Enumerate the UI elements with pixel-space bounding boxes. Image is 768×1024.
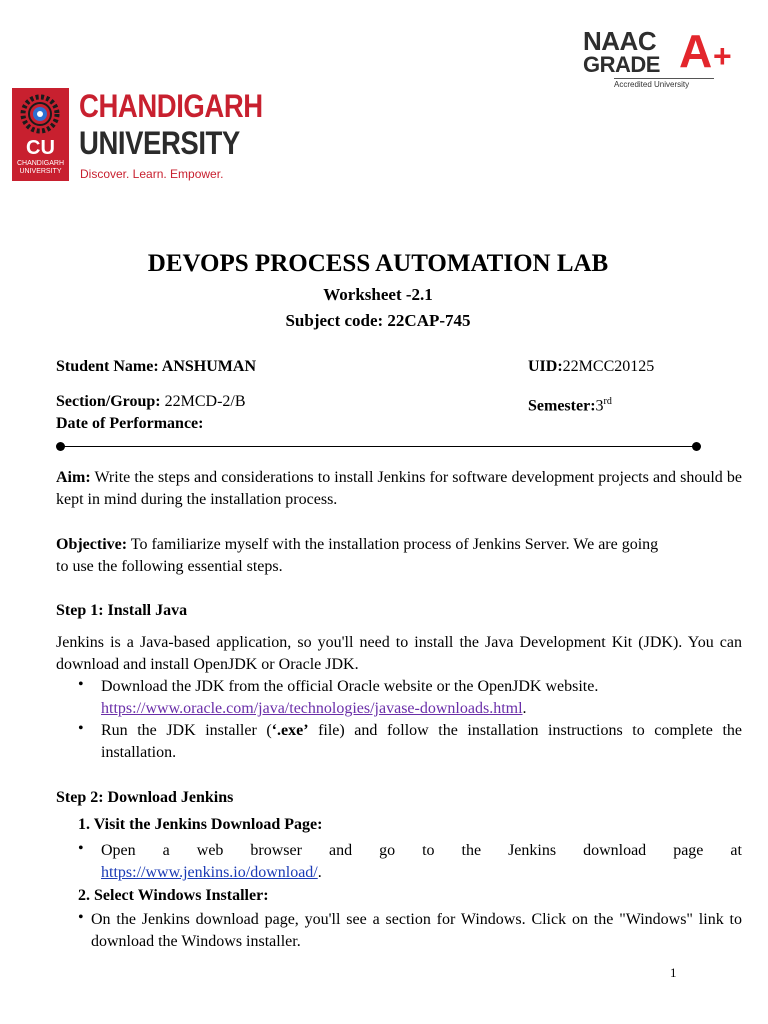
word: go (379, 842, 396, 859)
semester-label: Semester: (528, 397, 596, 415)
step2-sub2-paragraph: On the Jenkins download page, you'll see a section for Windows. Click on the "Windows" link to download the Windows installer. (91, 911, 742, 950)
university-name-line1: CHANDIGARH (79, 88, 263, 124)
step1-bullet1 (101, 676, 742, 720)
university-tagline: Discover. Learn. Empower. (80, 167, 224, 181)
student-name-label: Student Name: (56, 358, 159, 375)
word: Jenkins (508, 842, 557, 859)
naac-grade-label: GRADE (583, 52, 660, 77)
step2-sub2-text (91, 909, 742, 953)
step1-intro: Jenkins is a Java-based application, so you'll need to install the Java Development Kit (JDK). You can download and install OpenJDK or Oracle JDK. (56, 634, 742, 673)
subject-code: Subject code: 22CAP-745 (285, 311, 471, 330)
word: to (422, 842, 435, 859)
step1-bullet2-pre: Run the JDK installer ( (101, 722, 272, 739)
oracle-jdk-link[interactable]: https://www.oracle.com/java/technologies/javase-downloads.html (101, 700, 523, 717)
section-divider (56, 442, 701, 452)
student-uid (528, 356, 654, 378)
step2-sub1-line2 (101, 862, 322, 884)
wheel-emblem-icon (20, 94, 60, 134)
step1-bullet1-period: . (522, 700, 527, 717)
step2-sub2-heading: 2. Select Windows Installer: (78, 887, 269, 904)
logo-small-text (12, 160, 69, 176)
step1-bullet2-exe: ‘.exe’ (271, 722, 309, 739)
word: at (730, 842, 742, 859)
word: and (328, 842, 353, 859)
logo-small-line1: CHANDIGARH (16, 160, 65, 167)
step1-bullet2 (101, 720, 742, 764)
document-title: DEVOPS PROCESS AUTOMATION LAB (147, 250, 609, 277)
step2-sub1-period: . (317, 864, 322, 881)
semester-suffix: rd (603, 396, 612, 407)
step2-sub1-heading: 1. Visit the Jenkins Download Page: (78, 816, 323, 833)
bullet-icon: • (78, 676, 84, 693)
logo-small-line2: UNIVERSITY (19, 168, 62, 175)
word: web (196, 842, 224, 859)
word: browser (250, 842, 302, 859)
objective-text-line1: To familiarize myself with the installation process of Jenkins Server. We are going (127, 536, 659, 553)
objective-label: Objective: (56, 536, 128, 553)
naac-grade-letter: A (679, 25, 713, 77)
student-name (56, 356, 256, 378)
date-of-performance: Date of Performance: (56, 415, 204, 432)
semester-value: 3 (595, 397, 604, 415)
worksheet-number: Worksheet -2.1 (323, 285, 433, 304)
section-value: 22MCD-2/B (160, 393, 246, 410)
naac-grade-plus: + (713, 38, 732, 74)
divider-end-dot (692, 442, 701, 451)
word: Open (101, 842, 136, 859)
divider-line (60, 446, 697, 447)
aim-label: Aim: (56, 469, 91, 486)
step1-bullet1-text: Download the JDK from the official Oracle website or the OpenJDK website. (101, 678, 599, 695)
word: the (461, 842, 482, 859)
student-semester (528, 391, 612, 417)
uid-value: 22MCC20125 (562, 358, 655, 375)
aim-text: Write the steps and considerations to install Jenkins for software development projects and should be kept in mind during the installation process. (56, 469, 742, 508)
divider-start-dot (56, 442, 65, 451)
naac-accredited-text: Accredited University (614, 78, 714, 89)
word: page (673, 842, 704, 859)
page-number: 1 (670, 965, 677, 980)
naac-badge (583, 25, 743, 90)
bullet-icon: • (78, 720, 84, 737)
word: a (162, 842, 170, 859)
jenkins-download-link[interactable]: https://www.jenkins.io/download/ (101, 864, 318, 881)
step1-bullet2-post: file) and follow the installation instructions to complete the installation. (101, 722, 743, 761)
uid-label: UID: (528, 358, 563, 375)
step1-heading: Step 1: Install Java (56, 602, 188, 619)
bullet-icon: • (78, 840, 84, 857)
student-section (56, 391, 246, 413)
aim-paragraph (56, 467, 742, 511)
university-logo (12, 88, 69, 181)
word: download (583, 842, 647, 859)
naac-label: NAAC (583, 26, 657, 56)
student-name-value: ANSHUMAN (158, 358, 257, 375)
objective-line2: to use the following essential steps. (56, 558, 283, 575)
logo-letters: CU (26, 137, 55, 159)
objective-line1 (56, 534, 658, 556)
step2-sub1-line1 (101, 840, 742, 862)
university-name-line2: UNIVERSITY (79, 125, 240, 161)
bullet-icon: • (78, 909, 84, 926)
section-label: Section/Group: (56, 393, 161, 410)
step2-heading: Step 2: Download Jenkins (56, 789, 234, 806)
